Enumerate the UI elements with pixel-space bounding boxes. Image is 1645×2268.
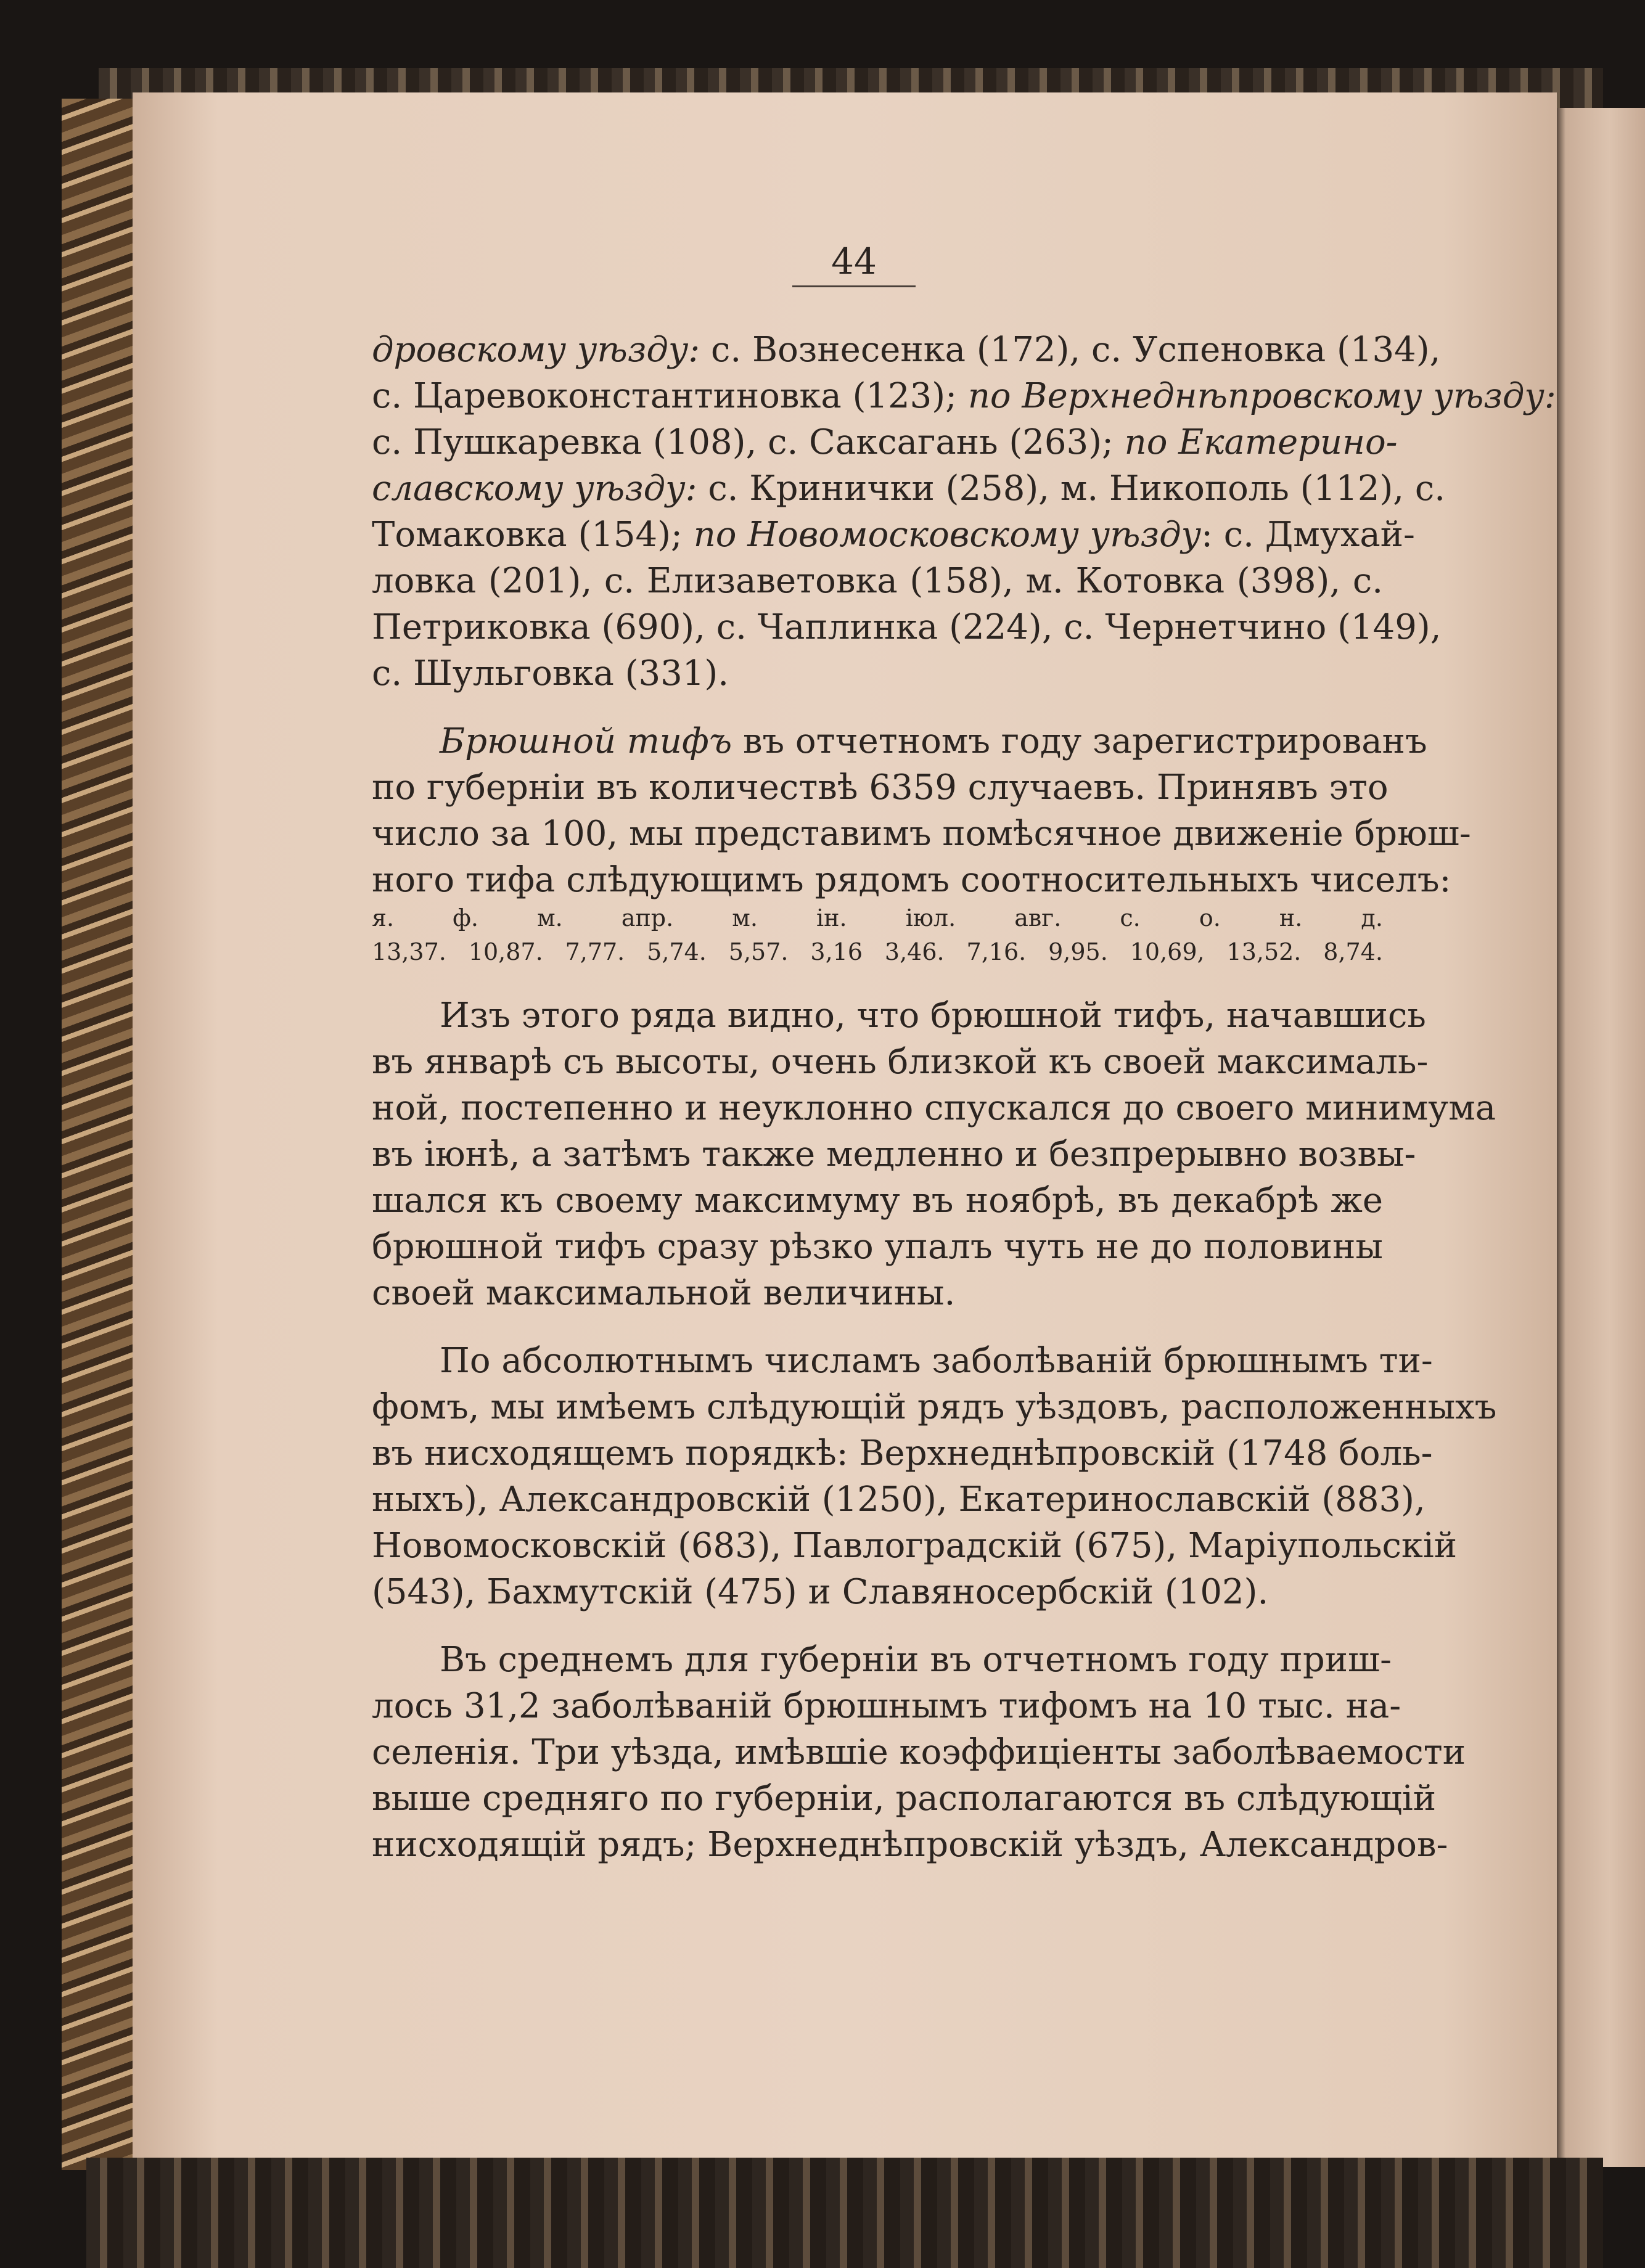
month-value: 3,46. bbox=[884, 938, 945, 965]
text-line: фомъ, мы имѣемъ слѣдующій рядъ уѣздовъ, расположенныхъ bbox=[372, 1387, 1497, 1427]
text-line: славскому уѣзду: с. Кринички (258), м. Никополь (112), с. bbox=[372, 469, 1446, 509]
text-line: ловка (201), с. Елизаветовка (158), м. Котовка (398), с. bbox=[372, 561, 1383, 601]
text-line: (543), Бахмутскій (475) и Славяносербскій (102). bbox=[372, 1572, 1269, 1612]
book-bottom-edge bbox=[86, 2158, 1603, 2268]
month-value: 13,37. bbox=[372, 938, 446, 965]
month-label: д. bbox=[1361, 904, 1383, 931]
text-line: ныхъ), Александровскій (1250), Екатеринославскій (883), bbox=[372, 1480, 1426, 1520]
month-value: 5,57. bbox=[728, 938, 789, 965]
page-number-rule bbox=[792, 285, 916, 287]
text-line: лось 31,2 заболѣваній брюшнымъ тифомъ на 10 тыс. на- bbox=[372, 1686, 1401, 1726]
text-line: с. Шульговка (331). bbox=[372, 653, 729, 694]
text-line: шался къ своему максимуму въ ноябрѣ, въ декабрѣ же bbox=[372, 1181, 1383, 1221]
month-label: м. bbox=[537, 904, 563, 931]
text-line: с. Пушкаревка (108), с. Саксагань (263); по Екатерино- bbox=[372, 422, 1398, 462]
month-value: 9,95. bbox=[1048, 938, 1108, 965]
month-label: о. bbox=[1199, 904, 1221, 931]
month-label: авг. bbox=[1014, 904, 1062, 931]
month-value: 8,74. bbox=[1323, 938, 1383, 965]
month-value: 10,87. bbox=[468, 938, 543, 965]
month-value: 5,74. bbox=[647, 938, 707, 965]
text-line: ного тифа слѣдующимъ рядомъ соотносительныхъ чиселъ: bbox=[372, 860, 1451, 900]
month-label: ф. bbox=[453, 904, 478, 931]
text-line: Въ среднемъ для губерніи въ отчетномъ году приш- bbox=[440, 1640, 1392, 1680]
text-line: своей максимальной величины. bbox=[372, 1273, 956, 1313]
text-line: По абсолютнымъ числамъ заболѣваній брюшнымъ ти- bbox=[440, 1341, 1433, 1381]
text-line: Новомосковскій (683), Павлоградскій (675), Маріупольскій bbox=[372, 1526, 1458, 1566]
text-line: Изъ этого ряда видно, что брюшной тифъ, начавшись bbox=[440, 996, 1426, 1036]
text-line: селенія. Три уѣзда, имѣвшіе коэффиціенты заболѣваемости bbox=[372, 1732, 1466, 1772]
month-label: апр. bbox=[621, 904, 674, 931]
month-label: с. bbox=[1120, 904, 1141, 931]
month-label: ін. bbox=[816, 904, 847, 931]
text-line: число за 100, мы представимъ помѣсячное движеніе брюш- bbox=[372, 814, 1471, 854]
month-label: м. bbox=[732, 904, 758, 931]
month-label: н. bbox=[1279, 904, 1303, 931]
text-line: въ нисходящемъ порядкѣ: Верхнеднѣпровскій (1748 боль- bbox=[372, 1433, 1433, 1473]
text-line: дровскому уѣзду: с. Вознесенка (172), с. Успеновка (134), bbox=[372, 330, 1441, 370]
text-line: въ іюнѣ, а затѣмъ также медленно и безпрерывно возвы- bbox=[372, 1134, 1416, 1174]
text-line: нисходящій рядъ; Верхнеднѣпровскій уѣздъ, Александров- bbox=[372, 1825, 1448, 1865]
text-line: по губерніи въ количествѣ 6359 случаевъ. Принявъ это bbox=[372, 768, 1389, 808]
page-number: 44 bbox=[831, 240, 877, 282]
text-line: Брюшной тифъ въ отчетномъ году зарегистрированъ bbox=[440, 721, 1427, 761]
month-label: іюл. bbox=[905, 904, 956, 931]
month-value: 10,69, bbox=[1130, 938, 1205, 965]
text-line: въ январѣ съ высоты, очень близкой къ своей максималь- bbox=[372, 1042, 1429, 1082]
text-line: с. Царевоконстантиновка (123); по Верхнеднѣпровскому уѣзду: bbox=[372, 376, 1556, 416]
month-value: 7,16. bbox=[966, 938, 1027, 965]
month-value: 3,16 bbox=[810, 938, 863, 965]
text-line: выше средняго по губерніи, располагаются въ слѣдующій bbox=[372, 1779, 1437, 1819]
months-row bbox=[372, 906, 1383, 930]
text-line: брюшной тифъ сразу рѣзко упалъ чуть не до половины bbox=[372, 1227, 1383, 1267]
marbled-cover-edge bbox=[62, 99, 136, 2170]
values-row bbox=[372, 940, 1383, 964]
text-line: Томаковка (154); по Новомосковскому уѣзду: с. Дмухай- bbox=[372, 515, 1415, 555]
month-value: 7,77. bbox=[565, 938, 625, 965]
month-label: я. bbox=[372, 904, 395, 931]
month-value: 13,52. bbox=[1226, 938, 1302, 965]
next-page-edge bbox=[1557, 108, 1645, 2167]
text-line: ной, постепенно и неуклонно спускался до своего минимума bbox=[372, 1088, 1496, 1128]
text-line: Петриковка (690), с. Чаплинка (224), с. Чернетчино (149), bbox=[372, 607, 1442, 647]
